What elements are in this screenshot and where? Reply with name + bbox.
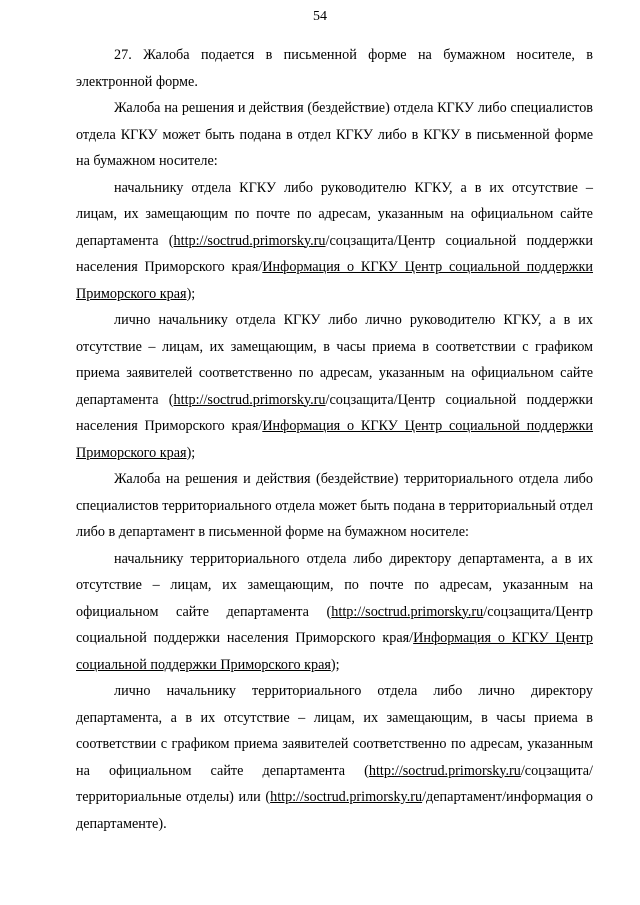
paragraph [76, 678, 593, 837]
paragraph [76, 175, 593, 308]
paragraph [76, 307, 593, 466]
paragraph-text: /соцзащита/территориальные отделы) или ( [76, 762, 593, 805]
paragraph [76, 42, 593, 95]
hyperlink[interactable]: http://soctrud.primorsky.ru [173, 232, 326, 249]
hyperlink[interactable]: http://soctrud.primorsky.ru [270, 789, 423, 805]
page-number: 54 [313, 9, 327, 24]
paragraph-text: ); [186, 285, 196, 302]
paragraph-text: Жалоба на решения и действия (бездействие) отдела КГКУ либо специалистов отдела КГКУ может быть подана в отдел КГКУ либо в КГКУ в письменной форме на бумажном носителе: [76, 100, 593, 169]
document-body [76, 42, 593, 837]
hyperlink[interactable]: Информация о КГКУ Центр социальной поддержки Приморского края [76, 630, 593, 673]
paragraph-text: лично начальнику отдела КГКУ либо лично руководителю КГКУ, а в их отсутствие – лицам, их замещающим, в часы приема в соответствии с графиком приема заявителей соответственно по адресам, указанным на официальном сайте департамента ( [76, 312, 593, 408]
hyperlink[interactable]: Информация о КГКУ Центр социальной поддержки Приморского края [76, 259, 593, 302]
hyperlink[interactable]: http://soctrud.primorsky.ru [368, 762, 521, 779]
paragraph-text: ); [186, 444, 196, 461]
paragraph-text: ); [330, 656, 340, 673]
paragraph-text: /соцзащита/Центр социальной поддержки населения Приморского края/ [76, 603, 593, 646]
paragraph-text: 27. Жалоба подается в письменной форме на бумажном носителе, в электронной форме. [76, 47, 593, 90]
hyperlink[interactable]: http://soctrud.primorsky.ru [173, 391, 326, 408]
paragraph-text: /департамент/информация о департаменте). [76, 789, 593, 832]
paragraph [76, 95, 593, 175]
paragraph-text: начальнику отдела КГКУ либо руководителю КГКУ, а в их отсутствие – лицам, их замещающим по почте по адресам, указанным на официальном сайте департамента ( [76, 179, 593, 249]
paragraph-text: /соцзащита/Центр социальной поддержки населения Приморского края/ [76, 391, 594, 434]
paragraph [76, 466, 593, 546]
paragraph-text: начальнику территориального отдела либо директору департамента, а в их отсутствие – лицам, их замещающим, по почте по адресам, указанным на официальном сайте департамента ( [76, 550, 593, 620]
paragraph-text: лично начальнику территориального отдела либо лично директору департамента, а в их отсутствие – лицам, их замещающим, в часы приема в соответствии с графиком приема заявителей соответственно по адресам, указанным на официальном сайте департамента ( [76, 683, 593, 779]
hyperlink[interactable]: http://soctrud.primorsky.ru [331, 603, 484, 620]
paragraph-text: /соцзащита/Центр социальной поддержки населения Приморского края/ [76, 232, 594, 275]
paragraph-text: Жалоба на решения и действия (бездействие) территориального отдела либо специалистов территориального отдела может быть подана в территориальный отдел либо в департамент в письменной форме на бумажном носителе: [76, 471, 593, 540]
hyperlink[interactable]: Информация о КГКУ Центр социальной поддержки Приморского края [76, 418, 593, 461]
paragraph [76, 546, 593, 679]
